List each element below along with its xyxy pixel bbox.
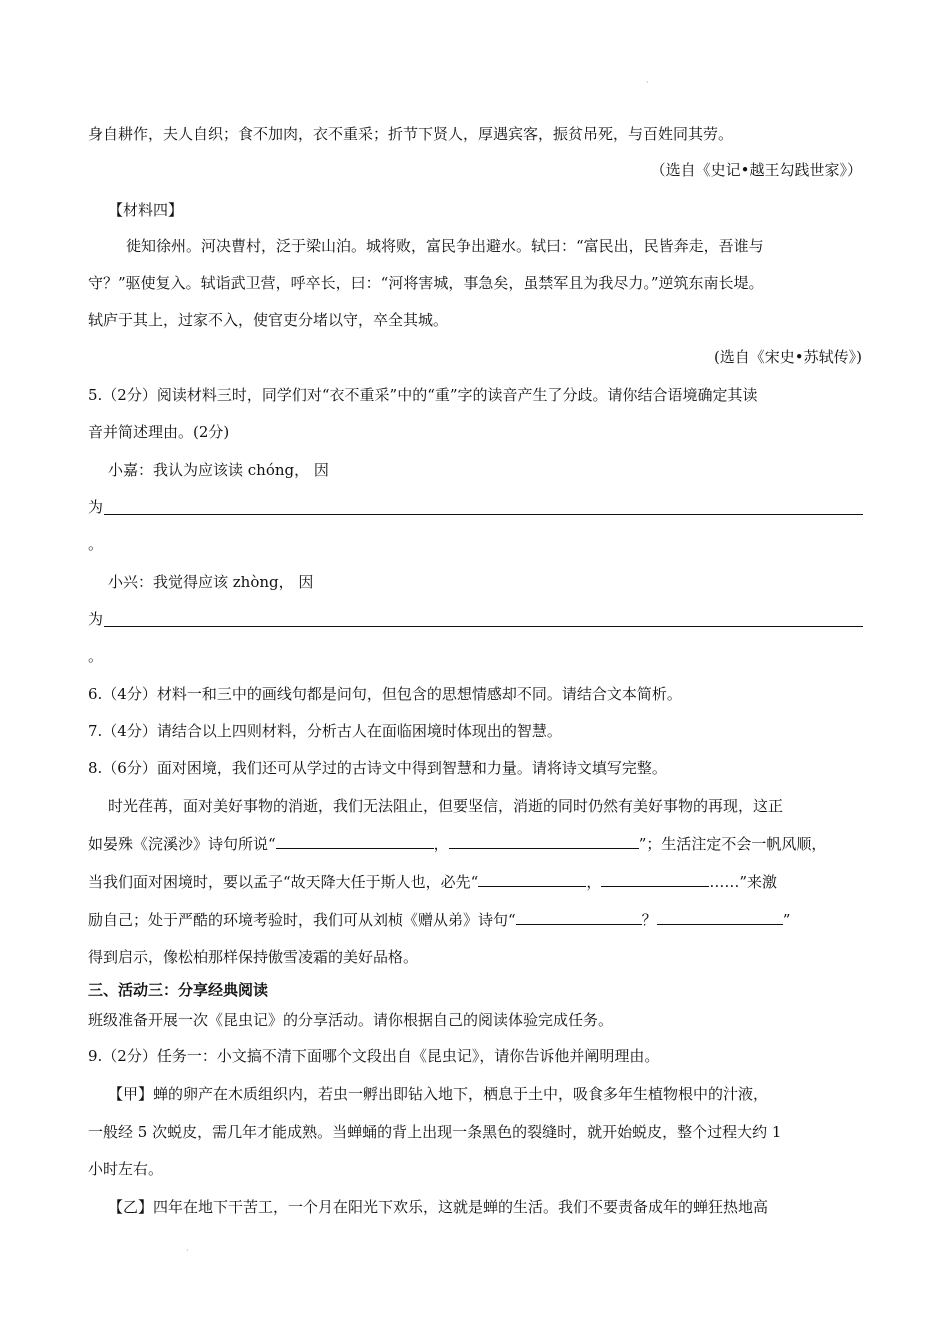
closing-quote: ” xyxy=(782,911,791,929)
fill-blank-2[interactable] xyxy=(449,834,639,849)
question-8-paragraph-line-1: 时光荏苒，面对美好事物的消逝，我们无法阻止，但要坚信，消逝的同时仍然有美好事物的再现，这正 xyxy=(108,797,784,815)
question-7: 7.（4分）请结合以上四则材料，分析古人在面临困境时体现出的智慧。 xyxy=(88,722,562,740)
fill-blank-5[interactable] xyxy=(516,910,642,925)
answer-line-2[interactable] xyxy=(104,626,863,627)
question-8-paragraph-line-3 xyxy=(88,872,777,892)
section-3-intro: 班级准备开展一次《昆虫记》的分享活动。请你根据自己的阅读体验完成任务。 xyxy=(88,1011,614,1029)
poem-prompt-text: 励自己；处于严酷的环境考验时，我们可从刘桢《赠从弟》诗句“ xyxy=(88,911,516,929)
poem-prompt-text: 当我们面对困境时，要以孟子“故天降大任于斯人也，必先“ xyxy=(88,873,479,891)
answer-wei-label-2: 为 xyxy=(88,610,104,628)
question-mark: ？ xyxy=(641,911,657,929)
xiaojia-answer-prompt: 小嘉：我认为应该读 chóng， 因 xyxy=(108,461,329,479)
question-5-line-1: 5.（2分）阅读材料三时，同学们对“衣不重采”中的“重”字的读音产生了分歧。请你结合语境确定其读 xyxy=(88,386,758,404)
poem-prompt-text: 如晏殊《浣溪沙》诗句所说“ xyxy=(88,835,276,853)
xiaoxing-answer-prompt: 小兴：我觉得应该 zhòng， 因 xyxy=(108,573,314,591)
passage-yi-line-1: 【乙】四年在地下干苦工，一个月在阳光下欢乐，这就是蝉的生活。我们不要责备成年的蝉狂热地高 xyxy=(108,1198,769,1216)
answer-period-1: 。 xyxy=(88,535,104,553)
poem-prompt-text: ……”来激 xyxy=(709,873,778,891)
answer-line-1[interactable] xyxy=(104,514,863,515)
fill-blank-4[interactable] xyxy=(601,872,709,887)
question-8-paragraph-line-2 xyxy=(88,834,826,854)
question-8-paragraph-line-4 xyxy=(88,910,790,930)
scan-dot: · xyxy=(186,1246,189,1255)
comma: ， xyxy=(586,873,602,891)
question-8-line-1: 8.（6分）面对困境，我们还可从学过的古诗文中得到智慧和力量。请将诗文填写完整。 xyxy=(88,759,667,777)
question-6: 6.（4分）材料一和三中的画线句都是问句，但包含的思想情感却不同。请结合文本简析。 xyxy=(88,685,682,703)
passage-jia-line-1: 【甲】蝉的卵产在木质组织内，若虫一孵出即钻入地下，栖息于土中，吸食多年生植物根中的汁液， xyxy=(108,1085,769,1103)
passage-jia-line-2: 一般经 5 次蜕皮，需几年才能成熟。当蝉蛹的背上出现一条黑色的裂缝时，就开始蜕皮，整个过程大约 1 xyxy=(88,1123,782,1141)
material4-text-line-3: 轼庐于其上，过家不入，使官吏分堵以守，卒全其城。 xyxy=(88,311,449,329)
material4-text-line-1: 徙知徐州。河决曹村，泛于梁山泊。城将败，富民争出避水。轼曰：“富民出，民皆奔走，吾谁与 xyxy=(126,237,764,255)
material3-text-line: 身自耕作，夫人自织；食不加肉，衣不重采；折节下贤人，厚遇宾客，振贫吊死，与百姓同其劳。 xyxy=(88,125,734,143)
section-3-heading: 三、活动三：分享经典阅读 xyxy=(88,981,269,999)
comma: ， xyxy=(433,835,449,853)
poem-prompt-text: ”；生活注定不会一帆风顺， xyxy=(638,835,827,853)
question-9-line-1: 9.（2分）任务一：小文搞不清下面哪个文段出自《昆虫记》，请你告诉他并阐明理由。 xyxy=(88,1047,660,1065)
question-5-line-2: 音并简述理由。(2分) xyxy=(88,423,230,441)
scan-dot: · xyxy=(646,78,649,87)
material4-heading: 【材料四】 xyxy=(108,201,184,219)
question-8-paragraph-line-5: 得到启示，像松柏那样保持傲雪凌霜的美好品格。 xyxy=(88,948,419,966)
material4-text-line-2: 守？”驱使复入。轼诣武卫营，呼卒长，曰：“河将害城，事急矣，虽禁军且为我尽力。”逆筑东南长堤。 xyxy=(88,274,764,292)
fill-blank-6[interactable] xyxy=(657,910,783,925)
material4-source: (选自《宋史•苏轼传》) xyxy=(713,348,862,366)
answer-wei-label-1: 为 xyxy=(88,498,104,516)
answer-period-2: 。 xyxy=(88,647,104,665)
fill-blank-3[interactable] xyxy=(478,872,586,887)
passage-jia-line-3: 小时左右。 xyxy=(88,1160,164,1178)
fill-blank-1[interactable] xyxy=(276,834,434,849)
material3-source: （选自《史记•越王勾践世家》） xyxy=(650,161,862,179)
